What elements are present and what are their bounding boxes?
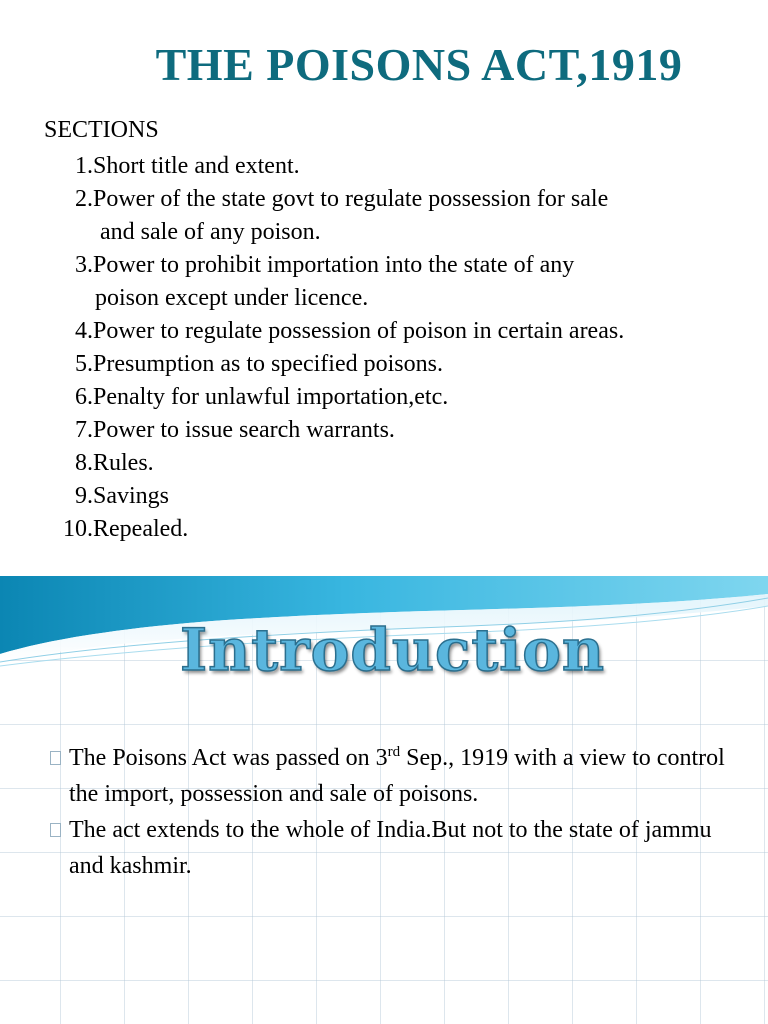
section-item: 8. Rules. xyxy=(75,450,154,476)
section-item: 3. Power to prohibit importation into the state of any poison except under licence. xyxy=(75,252,575,311)
bullet-item: The Poisons Act was passed on 3rd Sep., 1919 with a view to control the import, possession and sale of poisons. xyxy=(0,740,768,812)
sections-list xyxy=(0,150,768,546)
sections-label: SECTIONS xyxy=(44,117,159,143)
bullet-box-icon xyxy=(50,751,61,765)
bullet-list xyxy=(0,740,768,884)
slide-2 xyxy=(0,576,768,1024)
section-item: 4. Power to regulate possession of poison in certain areas. xyxy=(75,318,625,344)
bullet-item: The act extends to the whole of India.But not to the state of jammu and kashmir. xyxy=(0,812,768,884)
intro-title: Introduction xyxy=(180,616,606,684)
section-item: 2. Power of the state govt to regulate possession for sale and sale of any poison. xyxy=(75,186,609,245)
bullet-box-icon xyxy=(50,823,61,837)
section-item: 9. Savings xyxy=(75,483,170,509)
section-item: 5. Presumption as to specified poisons. xyxy=(75,351,443,377)
section-item: 10. Repealed. xyxy=(63,516,189,542)
section-item: 1. Short title and extent. xyxy=(75,153,300,179)
section-item: 7. Power to issue search warrants. xyxy=(75,417,395,443)
slide-title: THE POISONS ACT,1919 xyxy=(155,39,683,90)
section-item: 6. Penalty for unlawful importation,etc. xyxy=(75,384,449,410)
